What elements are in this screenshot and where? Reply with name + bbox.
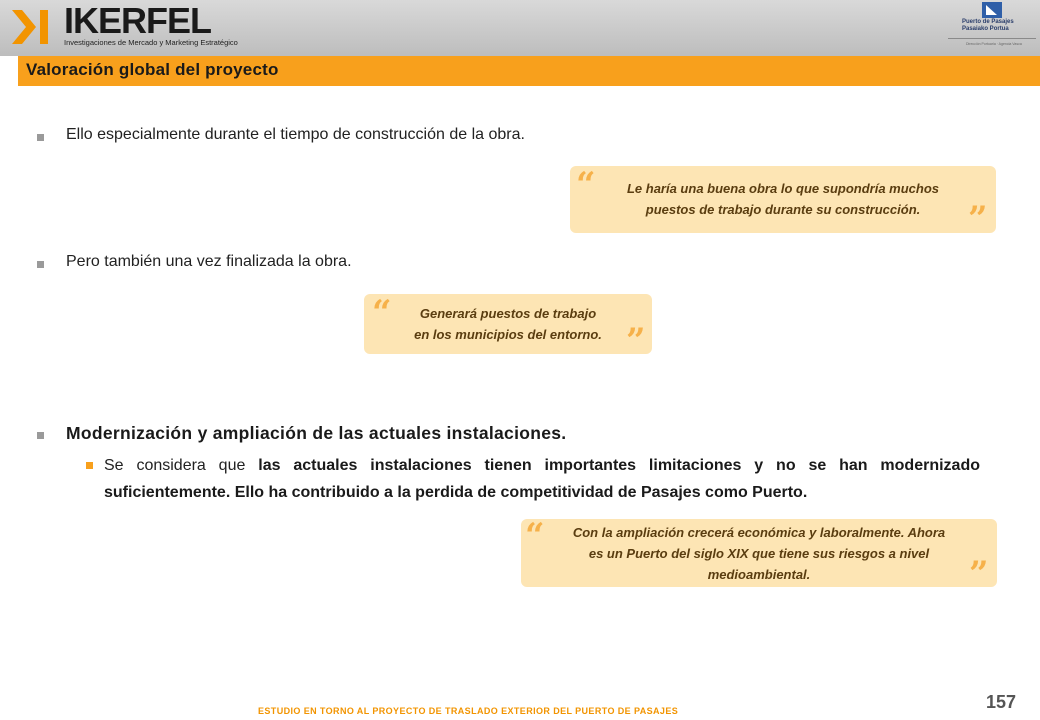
bullet-text-3: Modernización y ampliación de las actuales instalaciones. [66,423,567,443]
quote-close-icon: ” [968,199,988,239]
quote-open-icon: “ [576,165,596,205]
sub-bullet-paragraph [104,452,980,506]
quote-1-line-2: puestos de trabajo durante su construcción. [645,202,921,217]
bullet-text-1: Ello especialmente durante el tiempo de construcción de la obra. [66,126,525,143]
quote-3-line-2: es un Puerto del siglo XIX que tiene sus riesgos a nivel [588,546,930,561]
bullet-marker [37,432,44,439]
bullet-marker [37,261,44,268]
title-bar [18,56,1040,86]
quote-open-icon: “ [525,516,545,556]
quote-box-3 [521,516,997,594]
sub-bullet-marker [86,462,93,469]
sub-bullet-text-regular: Se considera que [104,457,259,474]
quote-box-1 [570,165,996,239]
quote-2-line-2: en los municipios del entorno. [414,327,602,342]
bullet-marker [37,134,44,141]
quote-open-icon: “ [372,293,392,333]
quote-3-line-1: Con la ampliación crecerá económica y laboralmente. Ahora [572,525,946,540]
port-name-line2: Pasaiako Portua [962,26,1009,32]
quote-2-line-1: Generará puestos de trabajo [419,306,597,321]
ikerfel-logo-tagline: Investigaciones de Mercado y Marketing Estratégico [64,38,238,47]
ikerfel-logo-name: IKERFEL [64,0,212,41]
port-logo [948,0,1036,56]
header-band [0,0,1040,56]
port-name [962,19,1032,33]
footer-study-title: ESTUDIO EN TORNO AL PROYECTO DE TRASLADO EXTERIOR DEL PUERTO DE PASAJES [258,706,679,716]
ikerfel-chevron-icon [10,6,56,48]
port-name-line1: Puerto de Pasajes [962,19,1014,25]
quote-1-line-1: Le haría una buena obra lo que supondría muchos [626,181,940,196]
sub-bullet-text-bold: las actuales instalaciones tienen importantes limitaciones y no se han modernizado suficientemente. Ello ha contribuido a la perdida de competitividad de Pasajes como Puerto. [104,457,980,501]
quote-box-2 [364,293,652,361]
quote-close-icon: ” [969,554,989,594]
port-sail-icon [982,2,1002,18]
quote-close-icon: ” [626,321,646,361]
port-subtitle: Dirección Portuaria · Agencia Vasca [966,42,1022,46]
bullet-text-2: Pero también una vez finalizada la obra. [66,253,352,270]
page-number: 157 [986,692,1017,712]
page-title: Valoración global del proyecto [26,60,279,79]
quote-3-line-3: medioambiental. [707,567,811,582]
port-divider [948,38,1036,39]
